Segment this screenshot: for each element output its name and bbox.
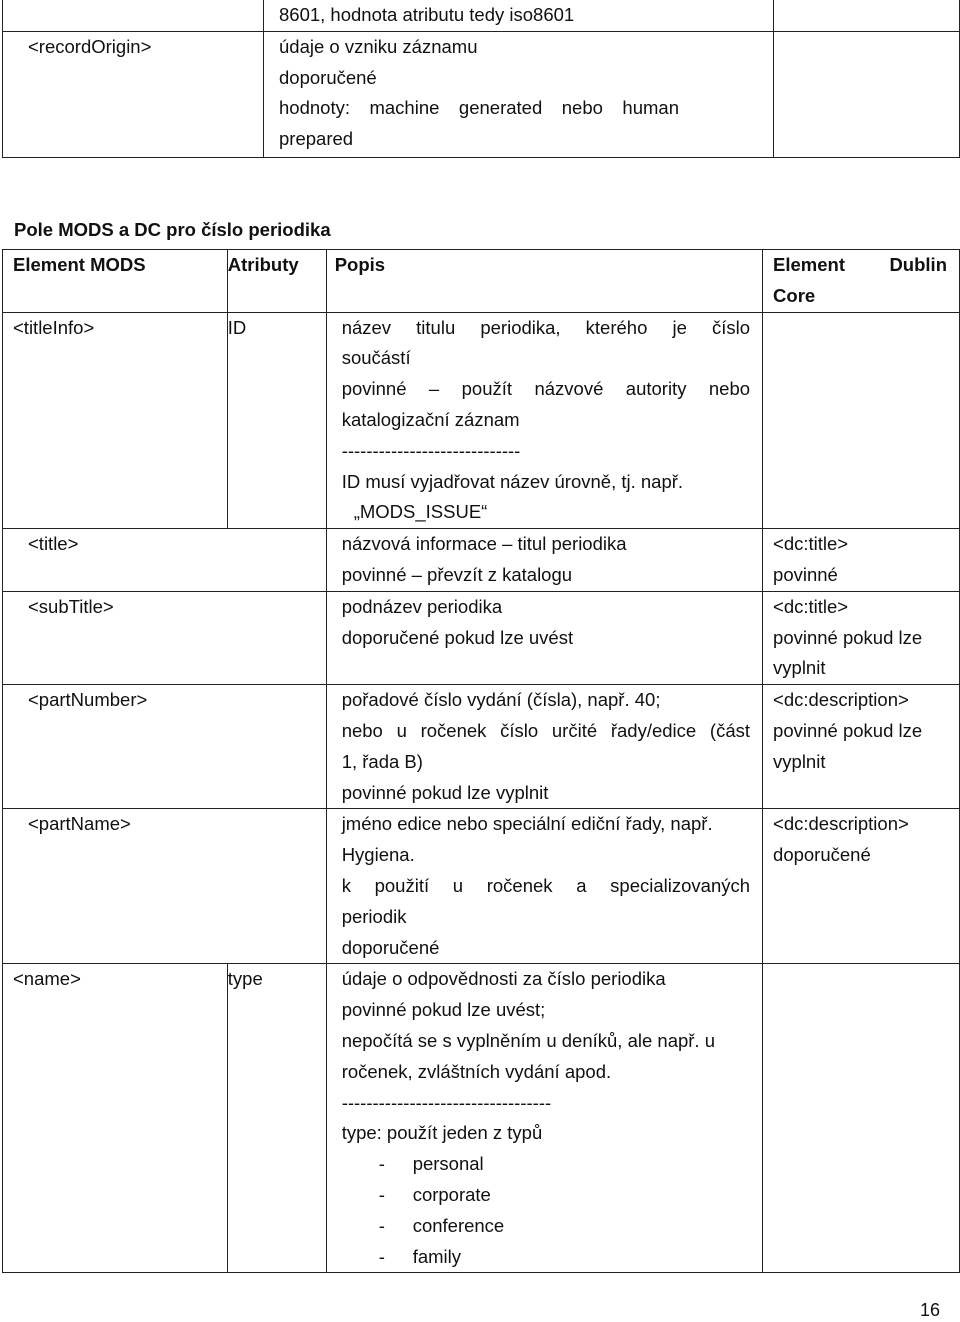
- subtitle-dc: vyplnit: [773, 657, 826, 679]
- table-row-name: [3, 964, 960, 1273]
- header-attributes: Atributy: [227, 254, 299, 275]
- table-row-partname: [3, 809, 960, 964]
- table-row-title: [3, 529, 960, 592]
- table-row-titleinfo: [3, 312, 960, 529]
- titleinfo-line: povinné – použít názvové autority nebo: [341, 378, 751, 400]
- partname-dc: <dc:description>: [773, 813, 909, 835]
- element-subtitle: <subTitle>: [28, 595, 114, 617]
- titleinfo-line: katalogizační záznam: [341, 408, 520, 430]
- name-line: ročenek, zvláštních vydání apod.: [341, 1060, 612, 1082]
- subtitle-dc: povinné pokud lze: [773, 626, 923, 648]
- header-dc-line2: Core: [773, 284, 816, 306]
- section-title: Pole MODS a DC pro číslo periodika: [14, 219, 331, 240]
- element-recordorigin: <recordOrigin>: [28, 35, 152, 57]
- mods-dc-table: [2, 249, 960, 1273]
- recordorigin-desc-line: prepared: [279, 128, 354, 150]
- name-line: type: použít jeden z typů: [341, 1122, 543, 1144]
- list-item-label: conference: [412, 1214, 505, 1236]
- table-row-partnumber: [3, 685, 960, 809]
- name-divider: ----------------------------------: [341, 1091, 552, 1113]
- list-item-label: family: [412, 1245, 461, 1267]
- partname-line: jméno edice nebo speciální ediční řady, např.: [341, 813, 713, 835]
- partname-line: k použití u ročenek a specializovaných: [341, 874, 751, 896]
- table-row: [3, 0, 960, 31]
- subtitle-dc: <dc:title>: [773, 595, 849, 617]
- partnumber-line: pořadové číslo vydání (čísla), např. 40;: [341, 689, 661, 711]
- title-line: povinné – převzít z katalogu: [341, 563, 573, 585]
- element-name: <name>: [13, 968, 81, 990]
- title-line: názvová informace – titul periodika: [341, 533, 627, 555]
- header-dc-line1: Element Dublin: [773, 254, 947, 275]
- name-line: povinné pokud lze uvést;: [341, 999, 546, 1021]
- list-item-label: personal: [412, 1153, 484, 1175]
- partnumber-line: nebo u ročenek číslo určité řady/edice (část: [341, 719, 751, 741]
- recordorigin-desc-line: hodnoty: machine generated nebo human: [279, 97, 679, 119]
- list-item-label: corporate: [412, 1183, 491, 1205]
- subtitle-line: doporučené pokud lze uvést: [341, 626, 574, 648]
- recordorigin-desc-line: doporučené: [279, 66, 377, 88]
- element-titleinfo: <titleInfo>: [13, 316, 95, 338]
- element-title: <title>: [28, 533, 79, 555]
- header-description: Popis: [334, 254, 386, 275]
- partname-line: periodik: [341, 905, 407, 927]
- partnumber-dc: povinné pokud lze: [773, 719, 923, 741]
- list-dash: -: [378, 1245, 385, 1267]
- name-line: údaje o odpovědnosti za číslo periodika: [341, 968, 666, 990]
- element-partname: <partName>: [28, 813, 131, 835]
- page-number: 16: [920, 1300, 941, 1320]
- titleinfo-mods-issue: „MODS_ISSUE“: [353, 501, 488, 523]
- recordorigin-desc-line: údaje o vzniku záznamu: [279, 35, 478, 57]
- list-dash: -: [378, 1153, 385, 1175]
- list-dash: -: [378, 1214, 385, 1236]
- table-header-row: [3, 250, 960, 313]
- list-item: [342, 1211, 750, 1242]
- list-dash: -: [378, 1183, 385, 1205]
- partnumber-dc: vyplnit: [773, 750, 826, 772]
- list-item: [342, 1149, 750, 1180]
- name-line: nepočítá se s vyplněním u deníků, ale např. u: [341, 1029, 716, 1051]
- partname-dc: doporučené: [773, 844, 871, 866]
- titleinfo-line: název titulu periodika, kterého je číslo: [341, 316, 751, 338]
- attribute-type: type: [227, 968, 263, 990]
- element-partnumber: <partNumber>: [28, 689, 148, 711]
- titleinfo-line: součástí: [341, 347, 411, 369]
- partname-line: doporučené: [341, 936, 440, 958]
- partnumber-line: povinné pokud lze vyplnit: [341, 781, 549, 803]
- partnumber-line: 1, řada B): [341, 750, 423, 772]
- title-dc: <dc:title>: [773, 533, 849, 555]
- list-item: [342, 1180, 750, 1211]
- titleinfo-divider: -----------------------------: [341, 439, 521, 461]
- table-row-subtitle: [3, 591, 960, 684]
- attribute-id: ID: [227, 316, 247, 338]
- list-item: [342, 1242, 750, 1273]
- title-dc: povinné: [773, 563, 838, 585]
- partnumber-dc: <dc:description>: [773, 689, 909, 711]
- titleinfo-line: ID musí vyjadřovat název úrovně, tj. např.: [341, 470, 684, 492]
- header-element-mods: Element MODS: [13, 254, 146, 275]
- continuation-line: 8601, hodnota atributu tedy iso8601: [279, 4, 575, 25]
- subtitle-line: podnázev periodika: [341, 595, 503, 617]
- table-row-recordorigin: [3, 31, 960, 157]
- top-table: [2, 0, 960, 158]
- partname-line: Hygiena.: [341, 844, 415, 866]
